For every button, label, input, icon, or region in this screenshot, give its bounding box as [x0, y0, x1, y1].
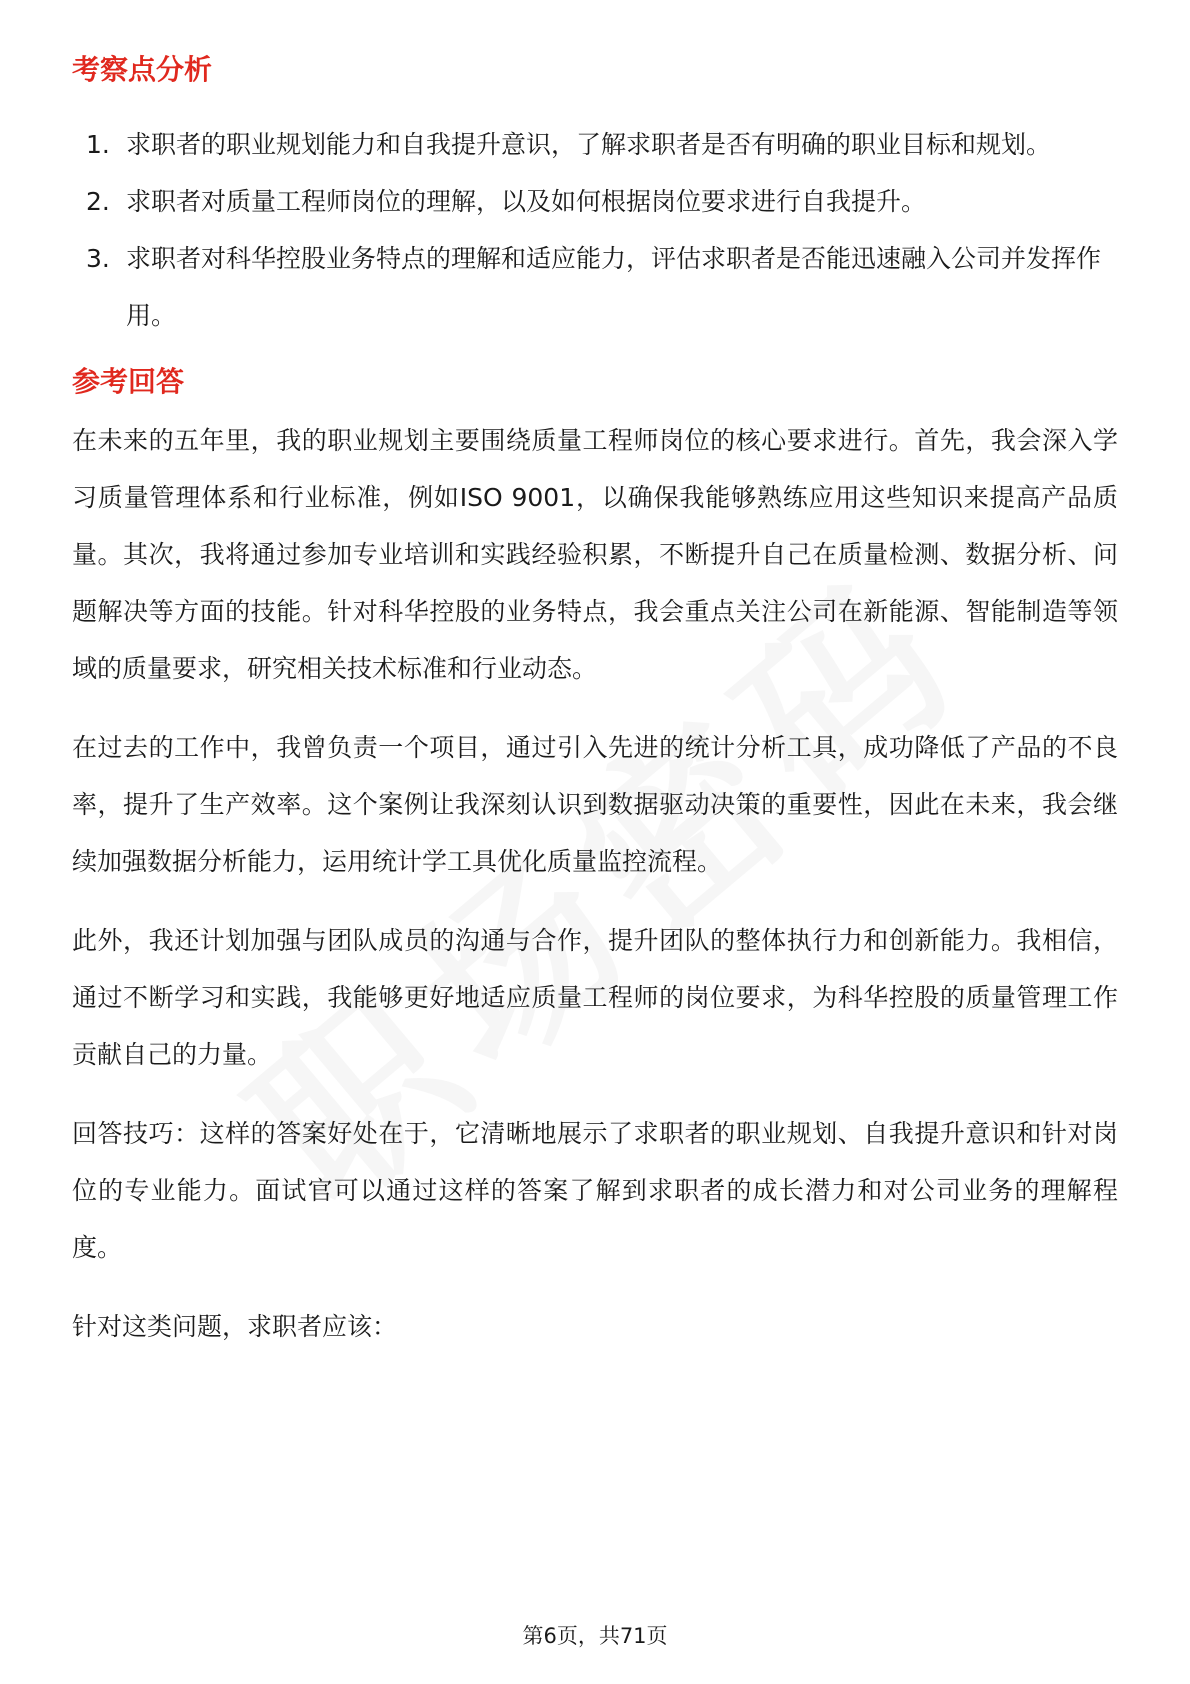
analysis-list	[72, 116, 1118, 344]
advice-intro-paragraph: 针对这类问题，求职者应该：	[72, 1312, 398, 1341]
list-item-number: 1.	[86, 130, 110, 159]
section-title-reference-answer: 参考回答	[72, 365, 185, 398]
list-item-number: 2.	[86, 187, 110, 216]
page-number: 第6页，共71页	[522, 1624, 668, 1648]
list-item-text: 求职者对科华控股业务特点的理解和适应能力，评估求职者是否能迅速融入公司并发挥作用。	[126, 244, 1102, 330]
list-item-text: 求职者对质量工程师岗位的理解，以及如何根据岗位要求进行自我提升。	[126, 187, 927, 216]
list-item	[72, 116, 1118, 173]
answer-tips-paragraph: 回答技巧：这样的答案好处在于，它清晰地展示了求职者的职业规划、自我提升意识和针对岗位的专业能力。面试官可以通过这样的答案了解到求职者的成长潜力和对公司业务的理解程度。	[72, 1119, 1118, 1262]
document-page	[72, 50, 1118, 1355]
list-item-text: 求职者的职业规划能力和自我提升意识，了解求职者是否有明确的职业目标和规划。	[126, 130, 1052, 159]
list-item	[72, 173, 1118, 230]
answer-paragraph: 此外，我还计划加强与团队成员的沟通与合作，提升团队的整体执行力和创新能力。我相信，通过不断学习和实践，我能够更好地适应质量工程师的岗位要求，为科华控股的质量管理工作贡献自己的力量。	[72, 926, 1118, 1069]
list-item	[72, 230, 1118, 344]
list-item-number: 3.	[86, 244, 110, 273]
section-title-analysis: 考察点分析	[72, 53, 213, 86]
answer-paragraph: 在过去的工作中，我曾负责一个项目，通过引入先进的统计分析工具，成功降低了产品的不良率，提升了生产效率。这个案例让我深刻认识到数据驱动决策的重要性，因此在未来，我会继续加强数据分析能力，运用统计学工具优化质量监控流程。	[72, 733, 1118, 876]
answer-paragraph: 在未来的五年里，我的职业规划主要围绕质量工程师岗位的核心要求进行。首先，我会深入学习质量管理体系和行业标准，例如ISO 9001，以确保我能够熟练应用这些知识来提高产品质量。其次，我将通过参加专业培训和实践经验积累，不断提升自己在质量检测、数据分析、问题解决等方面的技能。针对科华控股的业务特点，我会重点关注公司在新能源、智能制造等领域的质量要求，研究相关技术标准和行业动态。	[72, 426, 1118, 683]
